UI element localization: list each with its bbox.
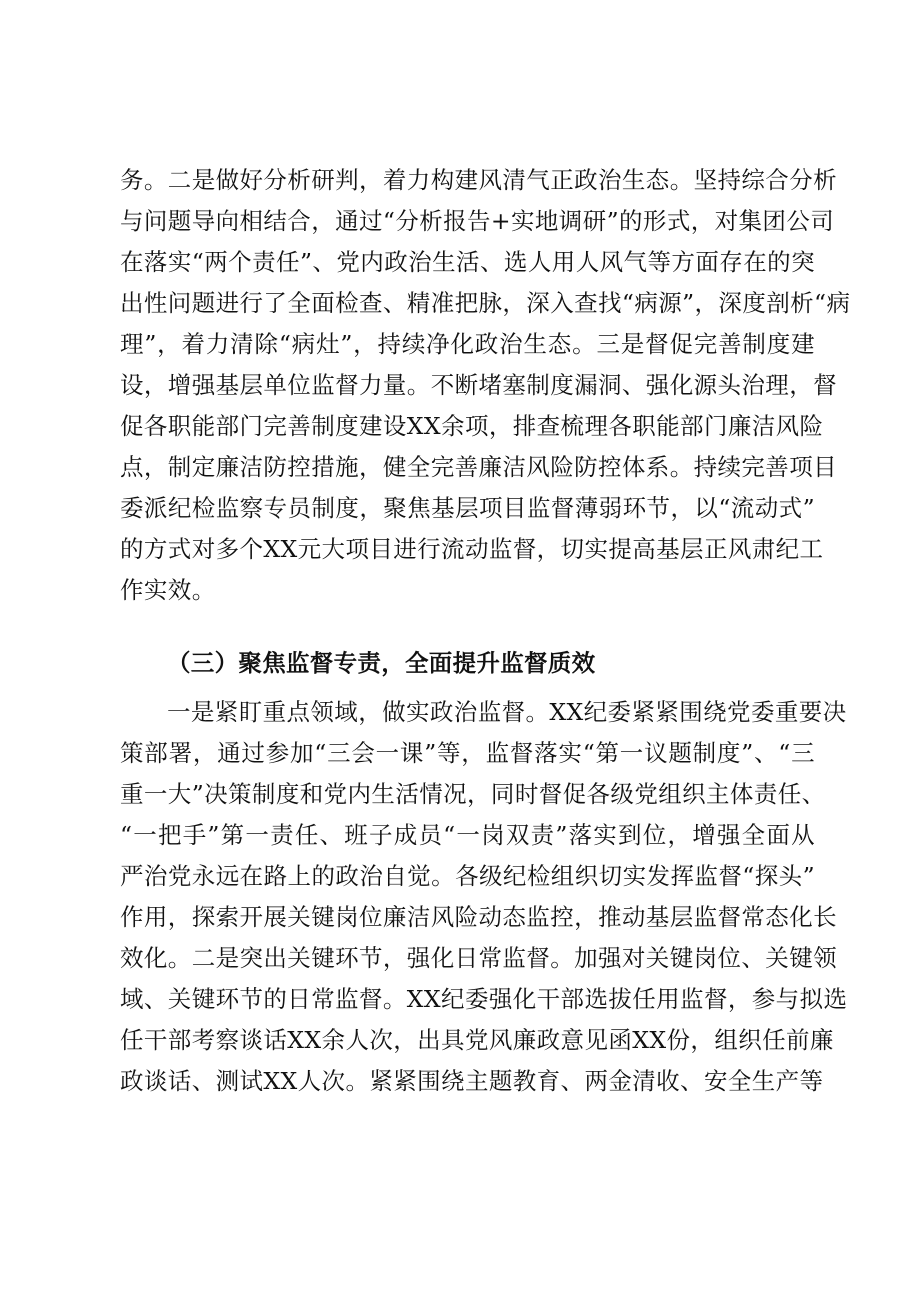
text-line: 理”，着力清除“病灶”，持续净化政治生态。三是督促完善制度建 [120,330,815,358]
text-line: 委派纪检监察专员制度，聚焦基层项目监督薄弱环节，以“流动式” [120,494,815,522]
text-line: 的方式对多个XX元大项目进行流动监督，切实提高基层正风肃纪工 [120,535,824,563]
text-line: 策部署，通过参加“三会一课”等，监督落实“第一议题制度”、“三 [120,739,815,767]
text-line: 设，增强基层单位监督力量。不断堵塞制度漏洞、强化源头治理，督 [120,371,837,399]
text-line: 重一大”决策制度和党内生活情况，同时督促各级党组织主体责任、 [120,780,826,808]
text-line: 任干部考察谈话XX余人次，出具党风廉政意见函XX份，组织任前廉 [120,1026,834,1054]
text-line: 一是紧盯重点领域，做实政治监督。XX纪委紧紧围绕党委重要决 [167,698,847,726]
text-line: 务。二是做好分析研判，着力构建风清气正政治生态。坚持综合分析 [120,166,837,194]
text-line: 与问题导向相结合，通过“分析报告+实地调研”的形式，对集团公司 [120,207,835,235]
section-heading: （三）聚焦监督专责，全面提升监督质效 [167,649,596,677]
text-line: 作用，探索开展关键岗位廉洁风险动态监控，推动基层监督常态化长 [120,903,837,931]
section-heading-block [120,643,815,684]
text-line: “一把手”第一责任、班子成员“一岗双责”落实到位，增强全面从 [120,821,815,849]
paragraph-continued [120,160,851,611]
paragraph-supervision [120,692,848,1102]
text-line: 促各职能部门完善制度建设XX余项，排查梳理各职能部门廉洁风险 [120,412,824,440]
text-line: 域、关键环节的日常监督。XX纪委强化干部选拔任用监督，参与拟选 [120,985,848,1013]
text-line: 在落实“两个责任”、党内政治生活、选人用人风气等方面存在的突 [120,248,815,276]
text-line: 效化。二是突出关键环节，强化日常监督。加强对关键岗位、关键领 [120,944,837,972]
text-line: 政谈话、测试XX人次。紧紧围绕主题教育、两金清收、安全生产等 [120,1067,824,1095]
text-line: 点，制定廉洁防控措施，健全完善廉洁风险防控体系。持续完善项目 [120,453,837,481]
text-line: 出性问题进行了全面检查、精准把脉，深入查找“病源”，深度剖析“病 [120,289,851,317]
text-line: 作实效。 [120,576,216,604]
text-line: 严治党永远在路上的政治自觉。各级纪检组织切实发挥监督“探头” [120,862,815,890]
